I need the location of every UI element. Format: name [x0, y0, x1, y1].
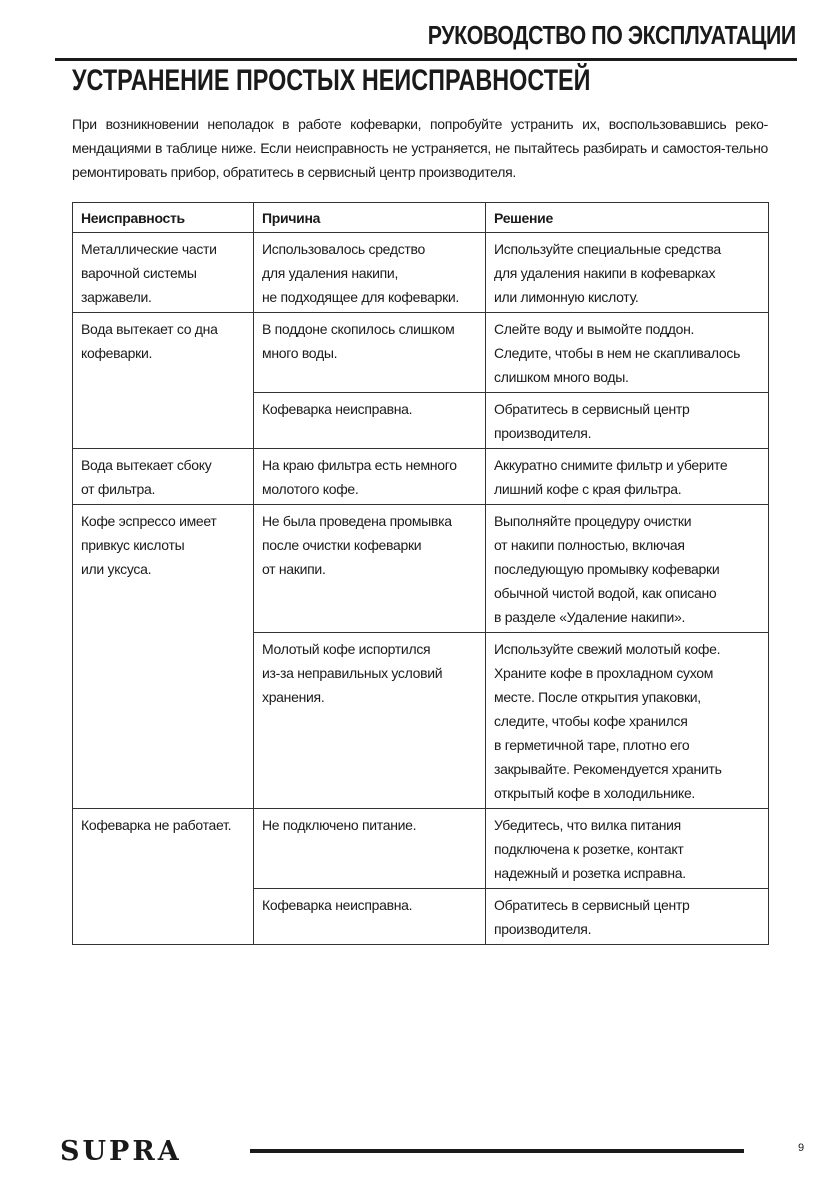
solution-cell: Используйте свежий молотый кофе. Храните кофе в прохладном сухом месте. После открытия упаковки, следите, чтобы кофе хранился в герметичной таре, плотно его закрывайте. Рекомендуется хранить открытый кофе в холодильнике. [486, 633, 769, 809]
header-cause: Причина [254, 203, 486, 233]
header-problem: Неисправность [73, 203, 254, 233]
supra-logo: SUPRA [60, 1136, 182, 1167]
intro-paragraph: При возникновении неполадок в работе кофеварки, попробуйте устранить их, воспользовавшись реко-мендациями в таблице ниже. Если неисправность не устраняется, не пытайтесь разбирать и самостоя-тельно ремонтировать прибор, обратитесь в сервисный центр производителя. [72, 116, 768, 180]
cause-cell: Использовалось средство для удаления накипи, не подходящее для кофеварки. [254, 233, 486, 313]
solution-cell: Аккуратно снимите фильтр и уберите лишний кофе с края фильтра. [486, 449, 769, 505]
table-row [73, 233, 769, 313]
troubleshooting-table [72, 202, 769, 945]
header-divider [55, 58, 797, 61]
solution-cell: Убедитесь, что вилка питания подключена к розетке, контакт надежный и розетка исправна. [486, 809, 769, 889]
table-header-row [73, 203, 769, 233]
cause-cell: Не была проведена промывка после очистки кофеварки от накипи. [254, 505, 486, 633]
problem-cell: Вода вытекает со дна кофеварки. [73, 313, 254, 449]
table-row [73, 505, 769, 633]
cause-cell: Кофеварка неисправна. [254, 393, 486, 449]
problem-cell: Кофе эспрессо имеет привкус кислоты или уксуса. [73, 505, 254, 809]
problem-cell: Кофеварка не работает. [73, 809, 254, 945]
section-title: УСТРАНЕНИЕ ПРОСТЫХ НЕИСПРАВНОСТЕЙ [72, 64, 591, 97]
cause-cell: На краю фильтра есть немного молотого кофе. [254, 449, 486, 505]
manual-header-title: РУКОВОДСТВО ПО ЭКСПЛУАТАЦИИ [427, 20, 796, 50]
solution-cell: Слейте воду и вымойте поддон. Следите, чтобы в нем не скапливалось слишком много воды. [486, 313, 769, 393]
cause-cell: Не подключено питание. [254, 809, 486, 889]
problem-cell: Вода вытекает сбоку от фильтра. [73, 449, 254, 505]
cause-cell: В поддоне скопилось слишком много воды. [254, 313, 486, 393]
page-number: 9 [798, 1142, 805, 1154]
footer-divider [250, 1149, 744, 1153]
table-row [73, 313, 769, 393]
table-row [73, 809, 769, 889]
solution-cell: Используйте специальные средства для удаления накипи в кофеварках или лимонную кислоту. [486, 233, 769, 313]
cause-cell: Кофеварка неисправна. [254, 889, 486, 945]
header-solution: Решение [486, 203, 769, 233]
table-row [73, 449, 769, 505]
solution-cell: Выполняйте процедуру очистки от накипи полностью, включая последующую промывку кофеварки обычной чистой водой, как описано в разделе «Удаление накипи». [486, 505, 769, 633]
cause-cell: Молотый кофе испортился из-за неправильных условий хранения. [254, 633, 486, 809]
problem-cell: Металлические части варочной системы заржавели. [73, 233, 254, 313]
solution-cell: Обратитесь в сервисный центр производителя. [486, 889, 769, 945]
solution-cell: Обратитесь в сервисный центр производителя. [486, 393, 769, 449]
